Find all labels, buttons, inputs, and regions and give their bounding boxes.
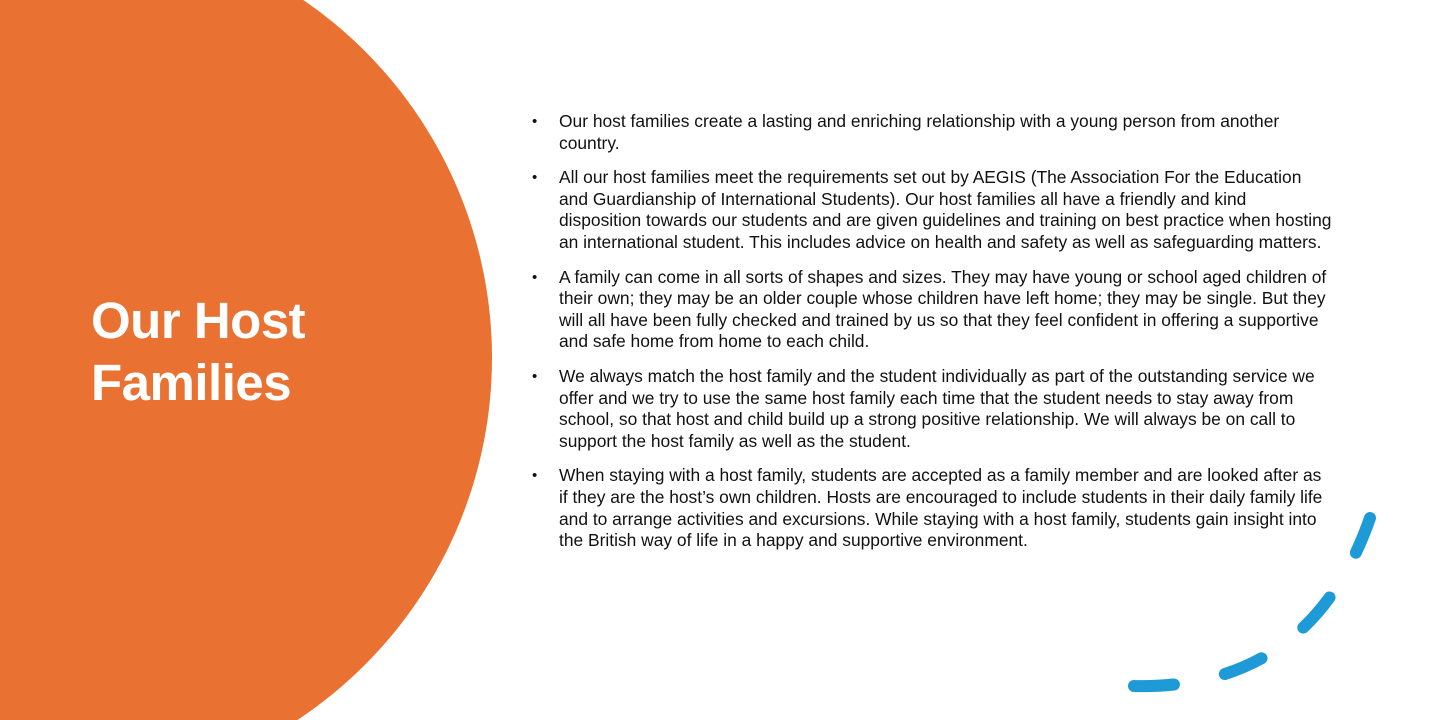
bullet-icon: • xyxy=(532,268,538,286)
bullet-icon: • xyxy=(532,367,538,385)
bullet-text: Our host families create a lasting and enriching relationship with a young person from another country. xyxy=(559,111,1280,153)
bullet-icon: • xyxy=(532,113,538,130)
bullet-icon: • xyxy=(532,467,538,485)
bullet-text: We always match the host family and the student individually as part of the outstanding service we offer and we try to use the same host family each time that the student needs to stay away from school, so that host and child build up a strong positive relationship. We will always be on call to support the host family as well as the student. xyxy=(559,365,1315,451)
slide-title-line-2: Families xyxy=(91,354,292,411)
slide-title-line-1: Our Host xyxy=(91,292,306,349)
bullet-text: A family can come in all sorts of shapes and sizes. They may have young or school aged children of their own; they may be an older couple whose children have left home; they may be single. But they will all have been fully checked and trained by us so that they feel confident in offering a supportive and safe home from home to each child. xyxy=(559,266,1327,352)
bullet-icon: • xyxy=(532,169,538,187)
dashed-arc-stroke xyxy=(1134,518,1370,686)
bullet-text: All our host families meet the requirements set out by AEGIS (The Association For the Education and Guardianship of International Students). Our host families all have a friendly and kind disposition towards our students and are given guidelines and training on best practice when hosting an international student. This includes advice on health and safety as well as safeguarding matters. xyxy=(559,167,1332,252)
bullet-text: When staying with a host family, students are accepted as a family member and are looked after as if they are the host’s own children. Hosts are encouraged to include students in their daily family life and to arrange activities and excursions. While staying with a host family, students gain insight into the British way of life in a happy and supportive environment. xyxy=(559,465,1323,551)
